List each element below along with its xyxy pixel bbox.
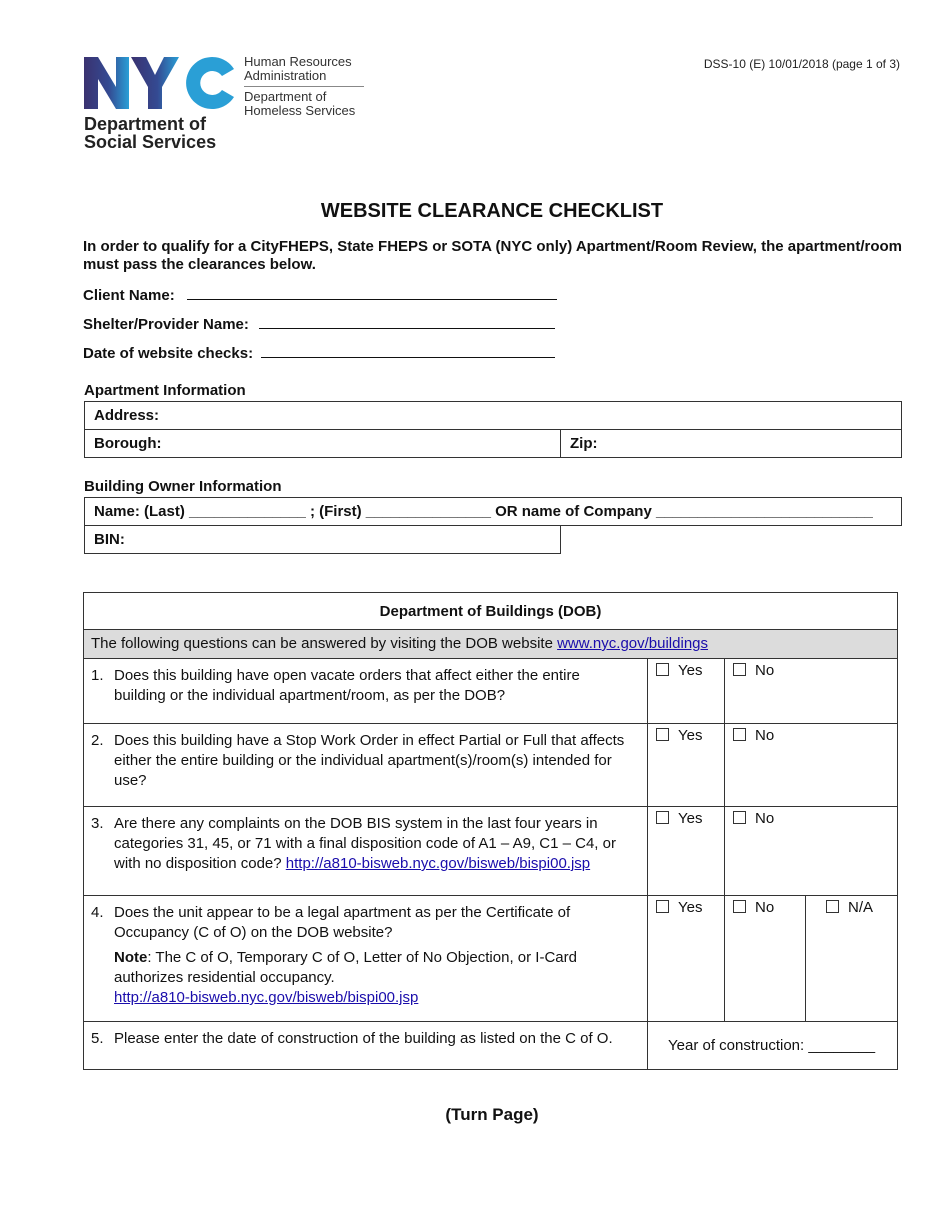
dhs-line2: Homeless Services <box>244 103 356 118</box>
checkbox-icon[interactable] <box>733 900 746 913</box>
zip-cell[interactable]: Zip: <box>561 430 902 458</box>
dob-website-link[interactable]: www.nyc.gov/buildings <box>557 635 709 652</box>
year-of-construction-field[interactable]: Year of construction: ________ <box>648 1022 898 1070</box>
dss-line2: Social Services <box>84 132 217 152</box>
agency-names <box>244 55 364 118</box>
no-label: No <box>755 662 775 679</box>
question-number: 4. <box>91 904 104 921</box>
client-name-field[interactable] <box>83 285 557 304</box>
yes-label: Yes <box>678 727 703 744</box>
q4-no-option[interactable] <box>725 896 806 1022</box>
checkbox-icon[interactable] <box>733 728 746 741</box>
checkbox-icon[interactable] <box>826 900 839 913</box>
question-text: Does this building have a Stop Work Order in effect Partial or Full that affects either the entire building or the individual apartment(s)/room(s) intended for use? <box>114 732 625 789</box>
question-1 <box>84 659 648 724</box>
dob-subheading <box>84 630 898 659</box>
owner-heading: Building Owner Information <box>84 478 282 495</box>
question-body: Does the unit appear to be a legal apartment as per the Certificate of Occupancy (C of O) on the DOB website? <box>114 904 571 941</box>
hra-line1: Human Resources <box>244 54 352 69</box>
client-name-label: Client Name: <box>83 287 175 304</box>
intro-text: In order to qualify for a CityFHEPS, State FHEPS or SOTA (NYC only) Apartment/Room Review, the apartment/room must pass the clearances below. <box>83 238 902 273</box>
dhs-line1: Department of <box>244 89 327 104</box>
no-label: No <box>755 899 775 916</box>
date-checks-line[interactable] <box>261 343 555 358</box>
checkbox-icon[interactable] <box>656 663 669 676</box>
question-number: 3. <box>91 815 104 832</box>
na-label: N/A <box>848 899 874 916</box>
q1-no-option[interactable] <box>725 659 898 724</box>
bisweb-link[interactable]: http://a810-bisweb.nyc.gov/bisweb/bispi00.jsp <box>285 855 591 872</box>
question-text <box>114 903 634 1008</box>
no-label: No <box>755 727 775 744</box>
question-note <box>114 948 634 1008</box>
q1-yes-option[interactable] <box>648 659 725 724</box>
question-text: Please enter the date of construction of the building as listed on the C of O. <box>114 1030 613 1047</box>
page-title: WEBSITE CLEARANCE CHECKLIST <box>320 200 664 222</box>
shelter-provider-line[interactable] <box>259 314 555 329</box>
nyc-logo-icon <box>84 55 236 111</box>
agency-divider <box>244 86 364 87</box>
hra-line2: Administration <box>244 68 327 83</box>
checkbox-icon[interactable] <box>733 811 746 824</box>
shelter-provider-label: Shelter/Provider Name: <box>83 316 249 333</box>
q2-yes-option[interactable] <box>648 724 725 807</box>
question-5 <box>84 1022 648 1070</box>
dob-heading: Department of Buildings (DOB) <box>84 593 898 630</box>
note-text: : The C of O, Temporary C of O, Letter of No Objection, or I-Card authorizes residential occupancy. <box>114 949 577 986</box>
apartment-table <box>84 401 902 458</box>
turn-page-note: (Turn Page) <box>445 1105 539 1124</box>
q4-yes-option[interactable] <box>648 896 725 1022</box>
question-4 <box>84 896 648 1022</box>
dob-table <box>83 592 898 1070</box>
yes-label: Yes <box>678 662 703 679</box>
date-checks-label: Date of website checks: <box>83 345 254 362</box>
yes-label: Yes <box>678 810 703 827</box>
bin-cell[interactable]: BIN: <box>85 526 561 554</box>
question-2 <box>84 724 648 807</box>
owner-empty-cell <box>561 526 902 554</box>
checkbox-icon[interactable] <box>656 728 669 741</box>
checkbox-icon[interactable] <box>656 900 669 913</box>
no-label: No <box>755 810 775 827</box>
question-text: Does this building have open vacate orders that affect either the entire building or the individual apartment/room, as per the DOB? <box>114 667 580 704</box>
q3-yes-option[interactable] <box>648 807 725 896</box>
form-number: DSS-10 (E) 10/01/2018 (page 1 of 3) <box>703 57 900 71</box>
client-name-line[interactable] <box>187 285 557 300</box>
checkbox-icon[interactable] <box>733 663 746 676</box>
dob-sub-text: The following questions can be answered by visiting the DOB website <box>91 635 558 652</box>
dss-name <box>84 115 216 151</box>
date-checks-field[interactable] <box>83 343 555 362</box>
checkbox-icon[interactable] <box>656 811 669 824</box>
q4-na-option[interactable] <box>806 896 898 1022</box>
question-text <box>114 814 634 874</box>
dss-line1: Department of <box>84 114 207 134</box>
q3-no-option[interactable] <box>725 807 898 896</box>
owner-table <box>84 497 902 554</box>
borough-cell[interactable]: Borough: <box>85 430 561 458</box>
yes-label: Yes <box>678 899 703 916</box>
agency-logo <box>84 55 364 155</box>
question-number: 5. <box>91 1030 104 1047</box>
q2-no-option[interactable] <box>725 724 898 807</box>
question-3 <box>84 807 648 896</box>
question-body: Are there any complaints on the DOB BIS system in the last four years in categories 31, 45, or 71 with a final disposition code of A1 – A9, C1 – C4, or with no disposition code? <box>114 815 616 872</box>
apartment-heading: Apartment Information <box>84 382 246 399</box>
shelter-provider-field[interactable] <box>83 314 555 333</box>
question-number: 2. <box>91 732 104 749</box>
address-cell[interactable]: Address: <box>85 402 902 430</box>
bisweb-link[interactable]: http://a810-bisweb.nyc.gov/bisweb/bispi00.jsp <box>114 989 419 1006</box>
owner-name-cell[interactable]: Name: (Last) ______________ ; (First) _______________ OR name of Company __________________________ <box>85 498 902 526</box>
note-label: Note <box>114 949 148 966</box>
question-number: 1. <box>91 667 104 684</box>
